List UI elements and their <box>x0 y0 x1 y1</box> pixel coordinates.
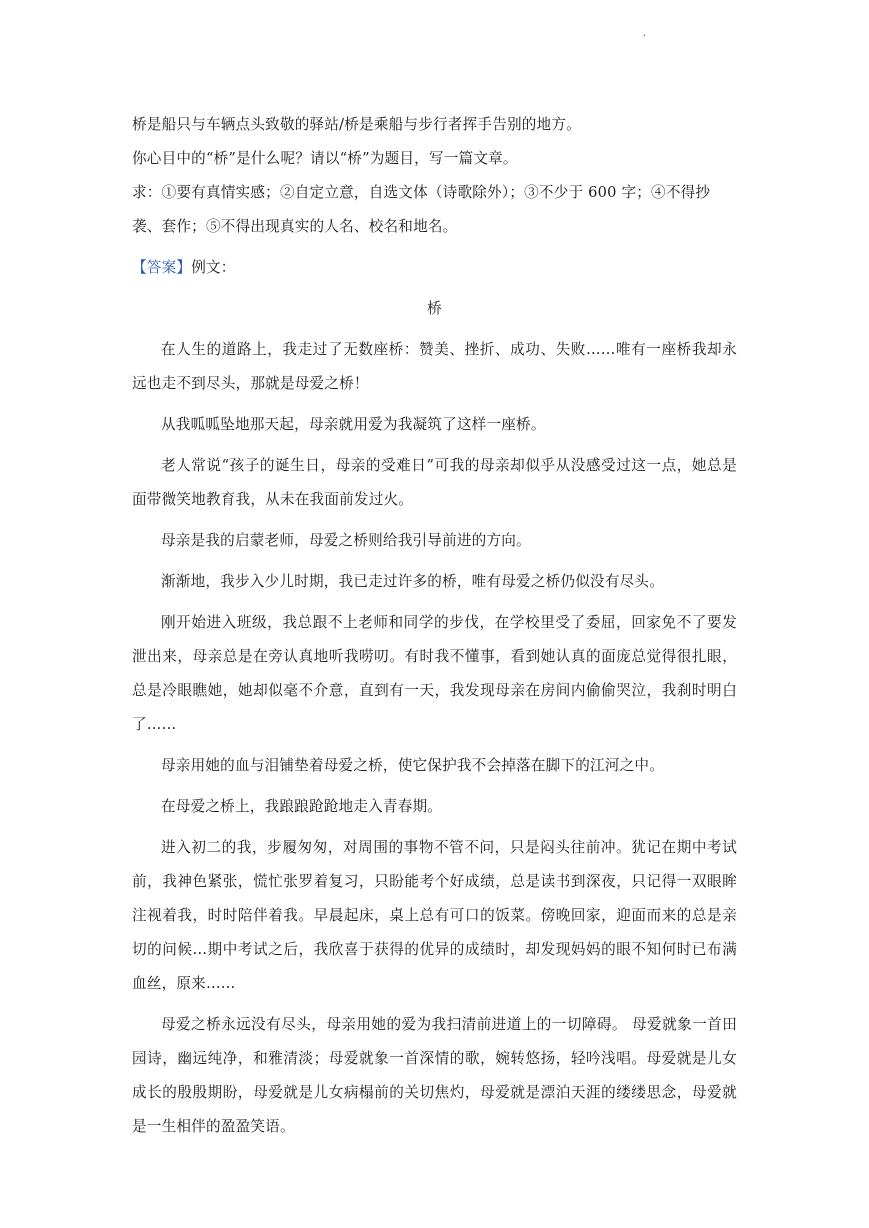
essay-title: 桥 <box>427 300 442 317</box>
essay-paragraph: 从我呱呱坠地那天起，母亲就用爱为我凝筑了这样一座桥。 <box>161 416 546 433</box>
essay-paragraph: 母亲用她的血与泪铺垫着母爱之桥，使它保护我不会掉落在脚下的江河之中。 <box>161 757 664 774</box>
answer-tag: 【答案】 <box>132 259 192 276</box>
essay-paragraph: 老人常说“孩子的诞生日，母亲的受难日”可我的母亲却似乎从没感受过这一点，她总是面带微笑地教育我，从未在我面前发过火。 <box>132 457 737 508</box>
essay-paragraph: 渐渐地，我步入少儿时期，我已走过许多的桥，唯有母爱之桥仍似没有尽头。 <box>161 573 664 590</box>
prompt-line-1: 桥是船只与车辆点头致敬的驿站/桥是乘船与步行者挥手告别的地方。 <box>132 116 581 133</box>
prompt-requirements: 求：①要有真情实感；②自定立意，自选文体（诗歌除外）；③不少于 600 字；④不得抄袭、套作；⑤不得出现真实的人名、校名和地名。 <box>132 184 711 235</box>
answer-heading <box>132 251 737 285</box>
essay-paragraph: 在母爱之桥上，我踉踉跄跄地走入青春期。 <box>161 798 443 815</box>
essay-paragraph: 母亲是我的启蒙老师，母爱之桥则给我引导前进的方向。 <box>161 532 531 549</box>
essay-paragraph: 进入初二的我，步履匆匆，对周围的事物不管不问，只是闷头往前冲。犹记在期中考试前，我神色紧张，慌忙张罗着复习，只盼能考个好成绩，总是读书到深夜，只记得一双眼眸注视着我，时时陪伴着我。早晨起床，桌上总有可口的饭菜。傍晚回家，迎面而来的总是亲切的问候…期中考试之后，我欣喜于获得的优异的成绩时，却发现妈妈的眼不知何时已布满血丝，原来…… <box>132 839 737 992</box>
document-content <box>132 108 737 1144</box>
essay-paragraph: 刚开始进入班级，我总跟不上老师和同学的步伐，在学校里受了委屈，回家免不了要发泄出来，母亲总是在旁认真地听我唠叨。有时我不懂事，看到她认真的面庞总觉得很扎眼，总是冷眼瞧她，她却似毫不介意，直到有一天，我发现母亲在房间内偷偷哭泣，我刹时明白了…… <box>132 614 737 733</box>
essay-paragraph: 母爱之桥永远没有尽头，母亲用她的爱为我扫清前进道上的一切障碍。 母爱就象一首田园诗，幽远纯净，和雅清淡；母爱就象一首深情的歌，婉转悠扬，轻吟浅唱。母爱就是儿女成长的殷殷期盼，母爱就是儿女病榻前的关切焦灼，母爱就是漂泊天涯的缕缕思念，母爱就是一生相伴的盈盈笑语。 <box>132 1016 737 1135</box>
page-mark: . <box>643 28 647 39</box>
essay-paragraph: 在人生的道路上，我走过了无数座桥：赞美、挫折、成功、失败……唯有一座桥我却永远也走不到尽头，那就是母爱之桥！ <box>132 341 737 392</box>
answer-intro: 例文： <box>191 259 236 276</box>
prompt-line-2: 你心目中的“桥”是什么呢？请以“桥”为题目，写一篇文章。 <box>132 150 518 167</box>
